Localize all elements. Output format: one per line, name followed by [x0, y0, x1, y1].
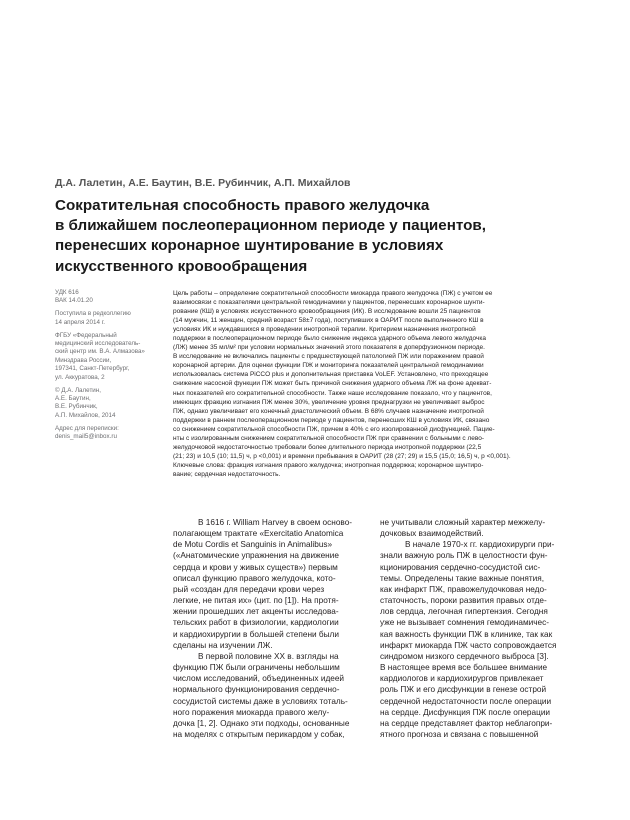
body-line: рый «создан для передачи крови через: [173, 584, 325, 594]
sidebar-line: © Д.А. Лалетин,: [55, 386, 101, 394]
abstract-line: коронарной артерии. Для оценки функции ПЖ и мониторинга показателей центральной гемодинамики: [173, 362, 484, 370]
body-line: В 1616 г. William Harvey в своем осново-: [198, 518, 353, 527]
body-line: полагающем трактате «Exercitatio Anatomica: [173, 529, 344, 539]
body-line: и кардиохирургии в большей степени были: [173, 629, 339, 639]
body-line: В настоящее время все большее внимание: [380, 663, 548, 673]
body-column-right: [380, 517, 577, 740]
body-line: на моделях с открытым перикардом у собак,: [173, 729, 345, 739]
body-line: сделаны на изучении ЛЖ.: [173, 640, 273, 650]
body-line: функцию ПЖ были ограничены небольшим: [173, 663, 340, 673]
abstract-line: снижение насосной функции ПЖ может быть причиной снижения ударного объема ЛЖ на фоне адекват-: [173, 380, 492, 388]
body-line: ятного прогноза и связана с повышенной: [380, 729, 539, 739]
abstract-line: (21; 23) и 10,5 (10; 11,5) ч, p <0,001) и времени пребывания в ОАРИТ (28 (27; 29) и 15,5 (15,0; 16,5) ч, p <0,001).: [173, 452, 511, 460]
body-line: инфаркт миокарда ПЖ часто сопровождается: [380, 640, 557, 650]
article-title: [55, 196, 585, 277]
body-paragraph: [173, 651, 370, 740]
body-paragraph: [380, 539, 577, 740]
abstract-line: (14 мужчин, 11 женщин, средний возраст 58±7 года), поступивших в ОАРИТ после выполненного КШ в: [173, 317, 484, 325]
received-date: [55, 310, 160, 327]
abstract-line: поддержки в раннем послеоперационном периоде у пациентов, перенесших КШ в условиях ИК, связано: [173, 416, 490, 424]
body-line: на сердце представляет фактор неблагопри-: [380, 718, 553, 728]
copyright-notice: [55, 387, 160, 421]
contact-email: denis_mail5@inbox.ru: [55, 433, 117, 441]
abstract-line: Цель работы – определение сократительной способности миокарда правого желудочка (ПЖ) с учетом ее: [173, 290, 493, 297]
body-line: не учитывали сложный характер межжелу-: [380, 518, 546, 527]
body-paragraph: [173, 517, 370, 651]
institution-address: [55, 332, 160, 382]
body-line: ного поражения миокарда правого желу-: [173, 707, 330, 717]
body-line: сосудистой системы даже в условиях тоталь-: [173, 696, 348, 706]
sidebar-line: В.Е. Рубинчик,: [55, 403, 98, 411]
body-line: жении прошедших лет акценты исследова-: [173, 607, 339, 617]
body-line: кционирования сердечно-сосудистой сис-: [380, 562, 541, 572]
sidebar-line: 14 апреля 2014 г.: [55, 318, 105, 326]
abstract-line: условиях ИК и нуждавшихся в проведении инотропной терапии. Критерием назначения инотропной: [173, 326, 476, 334]
body-line: легкие, не питая их» (цит. по [1]). На протя-: [173, 596, 339, 606]
abstract-line: рование (КШ) в условиях искусственного кровообращения (ИК). В исследование вошли 25 пациентов: [173, 308, 481, 316]
article-metadata-sidebar: [55, 289, 160, 446]
abstract-line: желудочковой недостаточностью требовали более длительного периода инотропной поддержки (22,5: [173, 443, 482, 451]
body-line: роль ПЖ и его дисфункции в генезе острой: [380, 685, 547, 695]
sidebar-line: ул. Аккуратова, 2: [55, 373, 105, 381]
body-line: лов сердца, легочная гипертензия. Сегодня: [380, 607, 548, 617]
abstract-line: имеющих фракцию изгнания ПЖ менее 30%, увеличение уровня преднагрузки не увеличивает выброс: [173, 398, 485, 406]
title-line: Сократительная способность правого желудочка: [55, 197, 430, 214]
sidebar-line: ский центр им. В.А. Алмазова»: [55, 348, 145, 356]
sidebar-line: Адрес для переписки:: [55, 424, 119, 432]
title-line: в ближайшем послеоперационном периоде у пациентов,: [55, 217, 486, 235]
body-line: сердечной недостаточности после операции: [380, 696, 552, 706]
classification-codes: [55, 289, 160, 306]
sidebar-line: УДК 616: [55, 289, 79, 296]
sidebar-line: медицинский исследователь-: [55, 340, 141, 348]
body-line: дочка [1, 2]. Однако эти подходы, основанные: [173, 718, 350, 728]
abstract-line: взаимосвязи с показателями центральной гемодинамики у пациентов, перенесших коронарное шунти-: [173, 299, 485, 307]
body-line: В первой половине XX в. взгляды на: [198, 651, 339, 661]
title-line: перенесших коронарное шунтирование в условиях: [55, 237, 444, 255]
sidebar-line: Поступила в редколлегию: [55, 310, 131, 318]
body-line: нормального функционирования сердечно-: [173, 685, 340, 695]
body-paragraph: [380, 517, 577, 539]
abstract-line: ных показателей его сократительной способности. Также наше исследование показало, что у пациентов,: [173, 389, 492, 397]
keywords-line: Ключевые слова: фракция изгнания правого желудочка; инотропная поддержка; коронарное шунтиро-: [173, 461, 484, 469]
body-line: дочковых взаимодействий.: [380, 529, 484, 539]
body-line: на сердце. Дисфункция ПЖ после операции: [380, 707, 551, 717]
correspondence-address: [55, 425, 160, 442]
body-line: знали важную роль ПЖ в целостности фун-: [380, 551, 548, 561]
body-line: описал функцию правого желудочка, кото-: [173, 573, 336, 583]
body-line: de Motu Cordis et Sanguinis in Animalibus»: [173, 540, 333, 550]
body-line: как инфаркт ПЖ, правожелудочковая недо-: [380, 584, 547, 594]
abstract-line: ПЖ, однако увеличивает его конечный диастолический объем. В 68% случаев назначение инотропной: [173, 407, 484, 415]
sidebar-line: 197341, Санкт-Петербург,: [55, 365, 130, 373]
body-line: синдромом низкого сердечного выброса [3].: [380, 651, 549, 661]
author-list: Д.А. Лалетин, А.Е. Баутин, В.Е. Рубинчик, А.П. Михайлов: [55, 177, 351, 189]
body-line: В начале 1970-х гг. кардиохирурги при-: [405, 540, 555, 550]
abstract-line: нты с изолированным снижением сократительной способности ПЖ при сравнении с больными с лево-: [173, 434, 485, 442]
abstract-line: (ЛЖ) менее 35 мл/м² при условии нормальных значений этого показателя в доперфузионном периоде.: [173, 344, 485, 352]
keywords-line: вание; сердечная недостаточность.: [173, 470, 281, 478]
title-line: искусственного кровообращения: [55, 257, 308, 275]
body-line: кардиологов и кардиохирургов привлекает: [380, 674, 544, 684]
body-column-left: [173, 517, 370, 740]
body-line: темы. Определены такие важные понятия,: [380, 573, 545, 583]
abstract-line: использовалась система PiCCO plus и дополнительная приставка VoLEF. Установлено, что преходящее: [173, 371, 489, 379]
body-line: статочность, пороки развития правых отде-: [380, 596, 547, 606]
sidebar-line: ВАК 14.01.20: [55, 297, 93, 305]
sidebar-line: ФГБУ «Федеральный: [55, 331, 117, 339]
abstract-line: поддержки в послеоперационном периоде было снижение индекса ударного объема левого желудочка: [173, 335, 487, 343]
sidebar-line: А.П. Михайлов, 2014: [55, 411, 116, 419]
sidebar-line: Минздрава России,: [55, 356, 112, 364]
abstract: [173, 289, 578, 479]
body-line: («Анатомические упражнения на движение: [173, 551, 339, 561]
body-line: тельских работ в физиологии, кардиологии: [173, 618, 339, 628]
abstract-line: со снижением сократительной способности ПЖ, причем в 40% с его изолированной дисфункцией. Пацие-: [173, 425, 495, 433]
body-line: кая важность функции ПЖ в клинике, так как: [380, 629, 553, 639]
body-line: уже не вызывает сомнения гемодинамичес-: [380, 618, 549, 628]
body-line: сердца и крови у живых существ») первым: [173, 562, 338, 572]
body-line: числом исследований, объединенных идеей: [173, 674, 345, 684]
sidebar-line: А.Е. Баутин,: [55, 394, 91, 402]
abstract-line: В исследование не включались пациенты с предшествующей патологией ПЖ или поражением правой: [173, 353, 484, 361]
